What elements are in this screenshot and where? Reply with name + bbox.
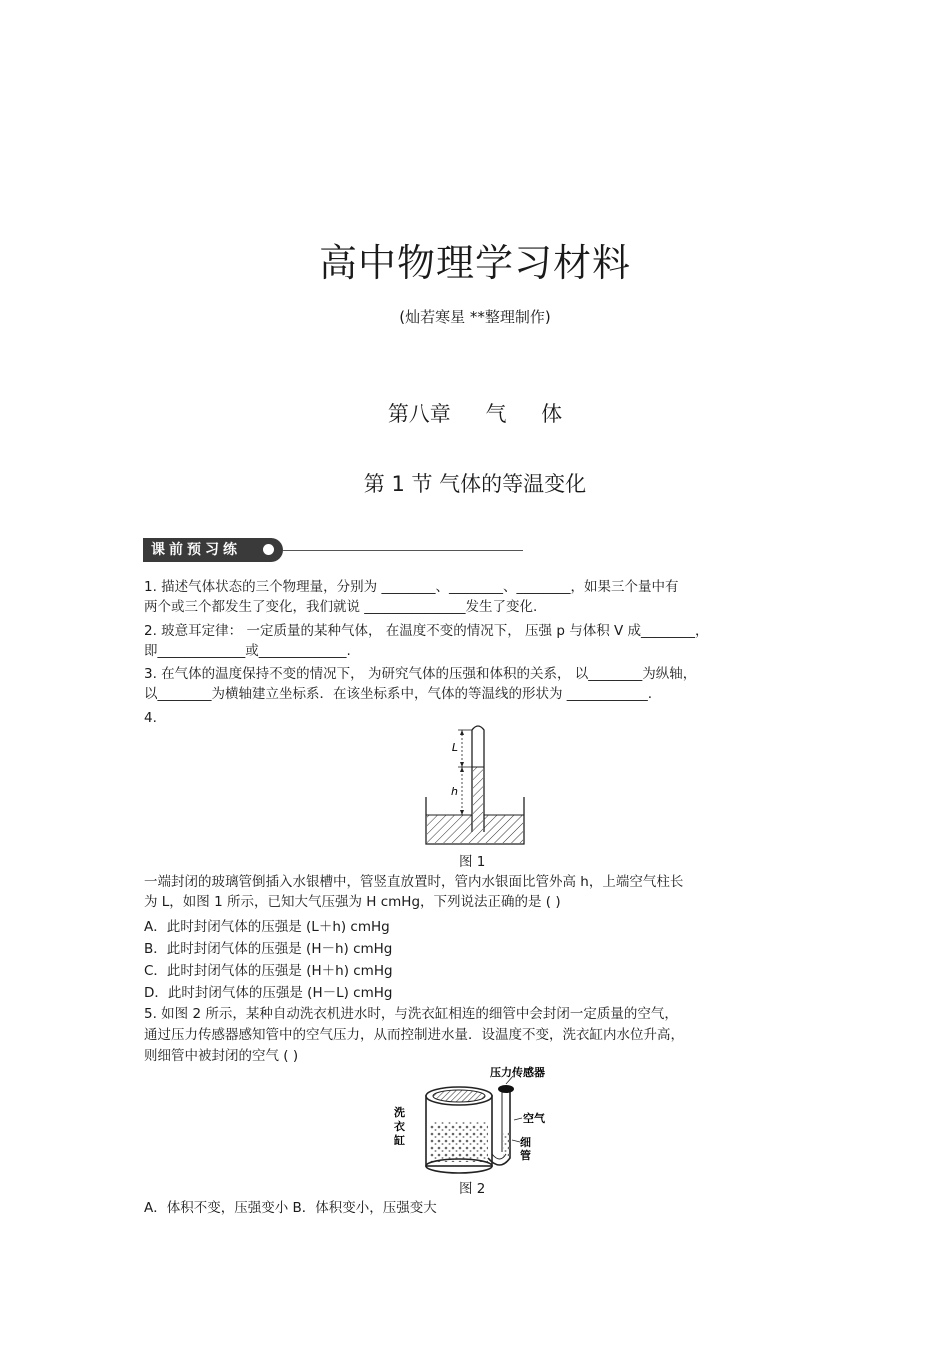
- banner-label: 课前预习练: [143, 538, 283, 562]
- figure-2-tank-label-1: 洗: [394, 1106, 405, 1119]
- figure-2-tube-label-2: 管: [520, 1149, 531, 1162]
- figure-2-tank-label-2: 衣: [394, 1120, 405, 1133]
- page-title: 高中物理学习材料: [318, 241, 631, 285]
- question-4-text-line-2: 为 L，如图 1 所示，已知大气压强为 H cmHg，下列说法正确的是 ( ): [144, 894, 561, 910]
- question-4-text-line-1: 一端封闭的玻璃管倒插入水银槽中，管竖直放置时，管内水银面比管外高 h，上端空气柱长: [144, 874, 684, 890]
- figure-1-tube-diagram: [420, 722, 530, 850]
- banner-dot-icon: [263, 544, 274, 555]
- figure-2-air-label: 空气: [523, 1112, 545, 1125]
- question-1-line-1: 1. 描述气体状态的三个物理量，分别为 ________、________、________，如果三个量中有: [144, 579, 679, 595]
- question-1-line-2: 两个或三个都发生了变化，我们就说 _______________发生了变化.: [144, 599, 538, 615]
- chapter-heading: 第八章 气 体: [387, 402, 563, 426]
- question-4-number: 4.: [144, 710, 157, 726]
- question-4-option-d: D．此时封闭气体的压强是 (H－L) cmHg: [144, 985, 393, 1001]
- question-4-option-a: A．此时封闭气体的压强是 (L＋h) cmHg: [144, 919, 390, 935]
- question-3-line-1: 3. 在气体的温度保持不变的情况下， 为研究气体的压强和体积的关系， 以________为纵轴，: [144, 666, 697, 682]
- banner-divider: [283, 550, 523, 551]
- question-5-line-2: 通过压力传感器感知管中的空气压力，从而控制进水量．设温度不变，洗衣缸内水位升高，: [144, 1027, 684, 1043]
- figure-1-caption: 图 1: [459, 854, 486, 870]
- figure-2-washer-diagram: [388, 1062, 558, 1178]
- page-subtitle: (灿若寒星 **整理制作): [399, 308, 551, 326]
- figure-2-caption: 图 2: [459, 1181, 486, 1197]
- section-heading: 第 1 节 气体的等温变化: [363, 472, 587, 496]
- question-4-option-c: C．此时封闭气体的压强是 (H＋h) cmHg: [144, 963, 393, 979]
- question-2-line-1: 2. 玻意耳定律： 一定质量的某种气体， 在温度不变的情况下， 压强 p 与体积 V 成________，: [144, 623, 709, 639]
- figure-2-sensor-label: 压力传感器: [490, 1066, 545, 1079]
- question-4-option-b: B．此时封闭气体的压强是 (H－h) cmHg: [144, 941, 393, 957]
- figure-2-tube-label-1: 细: [520, 1136, 531, 1149]
- question-5-line-3: 则细管中被封闭的空气 ( ): [144, 1048, 299, 1064]
- question-3-line-2: 以________为横轴建立坐标系．在该坐标系中，气体的等温线的形状为 ____________.: [144, 686, 653, 702]
- question-5-options-ab: A．体积不变，压强变小 B．体积变小，压强变大: [144, 1200, 437, 1216]
- figure-1-label-h: h: [451, 785, 458, 798]
- figure-1-label-L: L: [451, 741, 458, 754]
- question-5-line-1: 5. 如图 2 所示，某种自动洗衣机进水时，与洗衣缸相连的细管中会封闭一定质量的空气，: [144, 1006, 678, 1022]
- figure-2-tank-label-3: 缸: [394, 1134, 405, 1147]
- question-2-line-2: 即_____________或_____________.: [144, 643, 351, 659]
- preview-exercise-banner: [143, 538, 523, 564]
